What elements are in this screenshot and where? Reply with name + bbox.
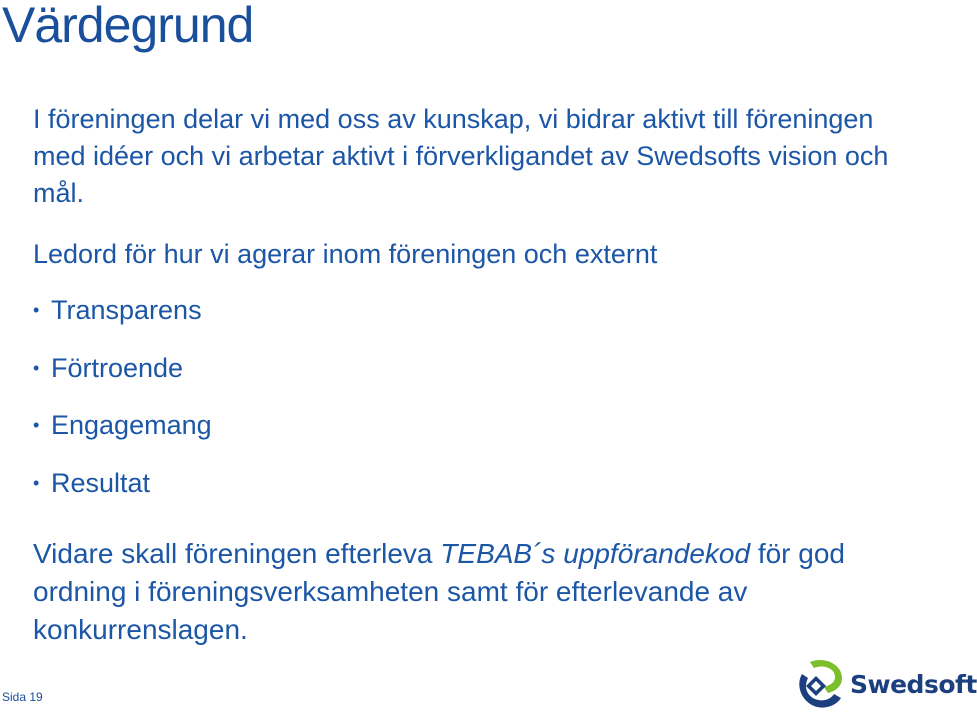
slide-title: Värdegrund	[2, 0, 254, 53]
guiding-principles-list	[33, 292, 212, 522]
list-item	[33, 292, 212, 350]
list-item-label: Förtroende	[51, 352, 184, 383]
bullet-icon: •	[33, 472, 40, 493]
closing-text-after: för god ordning i föreningsverksamheten samt för efterlevande av konkurrenslagen.	[33, 538, 845, 645]
swedsoft-logo-icon	[796, 658, 846, 710]
page-number: Sida 19	[2, 690, 43, 704]
closing-paragraph	[33, 535, 933, 649]
bullet-icon: •	[33, 300, 40, 320]
closing-text-before: Vidare skall föreningen efterleva	[33, 538, 441, 569]
guiding-principles-heading: Ledord för hur vi agerar inom föreningen och externt	[33, 239, 658, 269]
intro-paragraph: I föreningen delar vi med oss av kunskap, vi bidrar aktivt till föreningen med idéer och vi arbetar aktivt i förverkligandet av Swedsofts vision och mål.	[33, 104, 889, 208]
code-of-conduct-reference: TEBAB´s uppförandekod	[440, 538, 751, 569]
logo-wordmark: Swedsoft	[850, 669, 977, 699]
list-item-label: Transparens	[51, 295, 202, 325]
list-item	[33, 407, 212, 465]
list-item-label: Engagemang	[51, 410, 212, 440]
list-item	[33, 350, 212, 408]
list-item	[33, 465, 212, 523]
list-item-label: Resultat	[51, 467, 151, 498]
swedsoft-logo	[796, 656, 977, 712]
bullet-icon: •	[33, 357, 40, 378]
bullet-icon: •	[33, 415, 40, 435]
